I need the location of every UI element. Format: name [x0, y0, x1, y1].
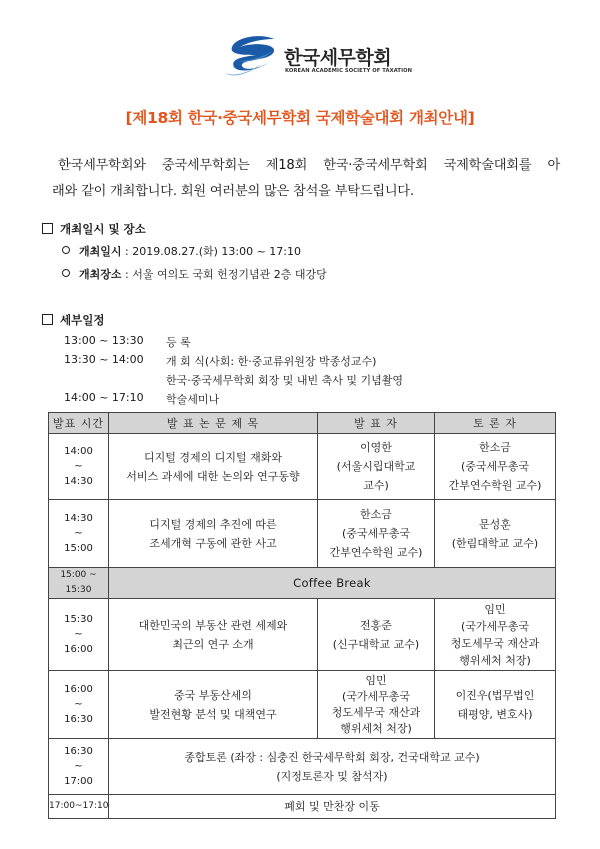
schedule-time: 13:30 ~ 14:00: [64, 353, 144, 366]
place-bullet: 개최장소 : 서울 여의도 국회 헌정기념관 2층 대강당: [62, 266, 327, 282]
header-presenter: 발 표 자: [318, 413, 435, 434]
row-time: 14:30 ~ 15:00: [49, 500, 109, 568]
header-discussant: 토 론 자: [435, 413, 556, 434]
logo-swoosh-icon: [222, 33, 282, 83]
checkbox-square-icon: [42, 314, 53, 325]
row-discussant: 한소금 (중국세무총국 간부연수학원 교수): [435, 434, 556, 500]
row-time: 17:00~17:10: [49, 795, 109, 819]
row-title: 대한민국의 부동산 관련 세제와 최근의 연구 소개: [109, 599, 318, 671]
row-title: 중국 부동산세의 발전현황 분석 및 대책연구: [109, 671, 318, 739]
row-presenter: 임민 (국가세무총국 청도세무국 재산과 행위세처 처장): [318, 671, 435, 739]
row-presenter: 이영한 (서울시립대학교 교수): [318, 434, 435, 500]
table-row: [49, 599, 556, 671]
intro-line: 래와 같이 개최합니다. 회원 여러분의 많은 참석을 부탁드립니다.: [52, 184, 414, 199]
section-heading-date-place: 개최일시 및 장소: [42, 221, 146, 237]
row-time: 14:00 ~ 14:30: [49, 434, 109, 500]
date-bullet: 개최일시 : 2019.08.27.(화) 13:00 ~ 17:10: [62, 243, 301, 259]
schedule-time: 13:00 ~ 13:30: [64, 334, 144, 347]
row-presenter: 한소금 (중국세무총국 간부연수학원 교수): [318, 500, 435, 568]
row-title: 디지털 경제의 추진에 따른 조세개혁 구동에 관한 사고: [109, 500, 318, 568]
circle-bullet-icon: [62, 269, 70, 277]
section-heading-schedule: 세부일정: [42, 312, 104, 328]
row-time: 16:30 ~ 17:00: [49, 739, 109, 795]
row-discussant: 이진우(법무법인 태평양, 변호사): [435, 671, 556, 739]
intro-paragraph: [50, 153, 560, 205]
general-discussion-cell: 종합토론 (좌장 : 심충진 한국세무학회 회장, 건국대학교 교수) (지정토론자 및 참석자): [109, 739, 556, 795]
coffee-break-row: [49, 568, 556, 599]
row-discussant: 문성훈 (한림대학교 교수): [435, 500, 556, 568]
intro-line: 한국세무학회와 중국세무학회는 제18회 한국·중국세무학회 국제학술대회를 아: [58, 158, 560, 173]
table-row: [49, 500, 556, 568]
schedule-text: 한국·중국세무학회 회장 및 내빈 축사 및 기념촬영: [166, 374, 403, 387]
schedule-text: 개 회 식(사회: 한·중교류위원장 박종성교수): [166, 355, 377, 368]
closing-label: 폐회 및 만찬장 이동: [109, 795, 556, 819]
row-presenter: 전홍준 (신구대학교 교수): [318, 599, 435, 671]
logo-english: KOREAN ACADEMIC SOCIETY OF TAXATION: [285, 68, 413, 74]
page-title: [제18회 한국·중국세무학회 국제학술대회 개최안내]: [125, 109, 475, 127]
row-time: 15:00 ~ 15:30: [49, 568, 109, 599]
row-title: 디지털 경제의 디지털 재화와 서비스 과세에 대한 논의와 연구동향: [109, 434, 318, 500]
table-row: [49, 739, 556, 795]
schedule-text: 학술세미나: [166, 393, 220, 406]
schedule-time: 14:00 ~ 17:10: [64, 391, 144, 404]
checkbox-square-icon: [42, 223, 53, 234]
header-time: 발표 시간: [49, 413, 109, 434]
row-time: 16:00 ~ 16:30: [49, 671, 109, 739]
row-discussant: 임민 (국가세무총국 청도세무국 재산과 행위세처 처장): [435, 599, 556, 671]
schedule-text: 등 록: [166, 336, 191, 349]
table-row: [49, 434, 556, 500]
row-time: 15:30 ~ 16:00: [49, 599, 109, 671]
program-table: [48, 412, 556, 819]
table-row: [49, 671, 556, 739]
header-title: 발 표 논 문 제 목: [109, 413, 318, 434]
table-header-row: [49, 413, 556, 434]
closing-row: [49, 795, 556, 819]
society-logo: [222, 33, 432, 83]
coffee-break-label: Coffee Break: [109, 568, 556, 599]
circle-bullet-icon: [62, 246, 70, 254]
logo-name: 한국세무학회: [284, 47, 392, 69]
